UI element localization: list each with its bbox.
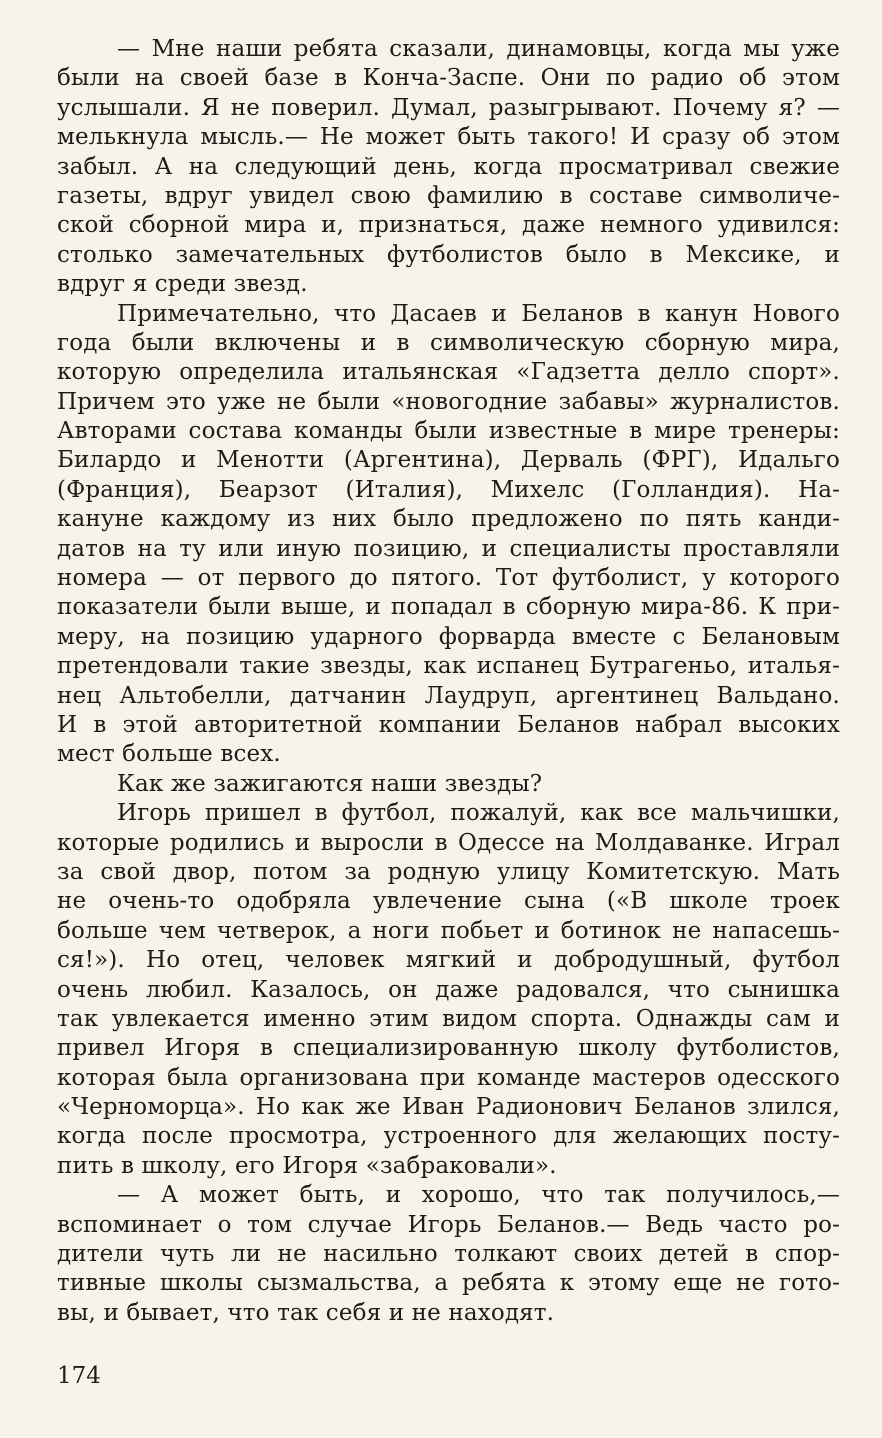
body-text — [57, 35, 840, 1328]
text-line: вдруг я среди звезд. — [57, 271, 308, 298]
text-line: дители чуть ли не насильно толкают своих детей в спор- — [57, 1241, 840, 1268]
text-line: вспоминает о том случае Игорь Беланов.— Ведь часто ро- — [57, 1211, 840, 1238]
text-line: — А может быть, и хорошо, что так получилось,— — [117, 1182, 840, 1209]
text-line: забыл. А на следующий день, когда просматривал свежие — [57, 153, 840, 180]
text-line: кануне каждому из них было предложено по пять канди- — [57, 506, 840, 533]
text-line: которую определила итальянская «Гадзетта делло спорт». — [57, 359, 840, 386]
text-line: показатели были выше, и попадал в сборную мира-86. К при- — [57, 594, 840, 621]
text-line: Как же зажигаются наши звезды? — [117, 770, 543, 797]
text-line: Билардо и Менотти (Аргентина), Дерваль (ФРГ), Идальго — [57, 447, 840, 474]
text-line: Примечательно, что Дасаев и Беланов в канун Нового — [117, 300, 840, 327]
text-line: когда после просмотра, устроенного для желающих посту- — [57, 1123, 840, 1150]
text-line: ся!»). Но отец, человек мягкий и добродушный, футбол — [57, 947, 840, 974]
text-line: услышали. Я не поверил. Думал, разыгрывают. Почему я? — — [57, 94, 840, 121]
text-line: больше чем четверок, а ноги побьет и ботинок не напасешь- — [57, 917, 840, 944]
text-line: Игорь пришел в футбол, пожалуй, как все мальчишки, — [117, 800, 840, 827]
text-line: очень любил. Казалось, он даже радовался, что сынишка — [57, 976, 840, 1003]
text-line: пить в школу, его Игоря «забраковали». — [57, 1152, 557, 1179]
page-number: 174 — [57, 1363, 101, 1389]
text-line: мест больше всех. — [57, 741, 281, 768]
text-line: тивные школы сызмальства, а ребята к этому еще не гото- — [57, 1270, 840, 1297]
text-line: были на своей базе в Конча-Заспе. Они по радио об этом — [57, 65, 840, 92]
text-line: которые родились и выросли в Одессе на Молдаванке. Играл — [57, 829, 840, 856]
text-line: И в этой авторитетной компании Беланов набрал высоких — [57, 711, 840, 738]
text-line: Авторами состава команды были известные в мире тренеры: — [57, 418, 840, 445]
text-line: газеты, вдруг увидел свою фамилию в составе символиче- — [57, 182, 840, 209]
text-line: вы, и бывает, что так себя и не находят. — [57, 1299, 555, 1326]
text-line: номера — от первого до пятого. Тот футболист, у которого — [57, 565, 840, 592]
text-line: — Мне наши ребята сказали, динамовцы, когда мы уже — [117, 36, 840, 62]
text-line: меру, на позицию ударного форварда вместе с Белановым — [57, 623, 840, 650]
text-line: ской сборной мира и, признаться, даже немного удивился: — [57, 212, 840, 239]
text-line: не очень-то одобряла увлечение сына («В школе троек — [57, 888, 840, 915]
text-line: датов на ту или иную позицию, и специалисты проставляли — [57, 535, 840, 562]
text-line: претендовали такие звезды, как испанец Бутрагеньо, италья- — [57, 653, 840, 680]
text-line: (Франция), Беарзот (Италия), Михелс (Голландия). На- — [57, 476, 840, 503]
text-line: столько замечательных футболистов было в Мексике, и — [57, 241, 840, 268]
text-line: за свой двор, потом за родную улицу Комитетскую. Мать — [57, 858, 840, 885]
text-line: нец Альтобелли, датчанин Лаудруп, аргентинец Вальдано. — [57, 682, 840, 709]
text-line: которая была организована при команде мастеров одесского — [57, 1064, 840, 1091]
text-line: привел Игоря в специализированную школу футболистов, — [57, 1035, 840, 1062]
text-line: так увлекается именно этим видом спорта. Однажды сам и — [57, 1005, 840, 1032]
text-line: Причем это уже не были «новогодние забавы» журналистов. — [57, 388, 840, 415]
text-line: года были включены и в символическую сборную мира, — [57, 329, 840, 356]
text-line: мелькнула мысль.— Не может быть такого! И сразу об этом — [57, 124, 840, 151]
text-line: «Черноморца». Но как же Иван Радионович Беланов злился, — [57, 1094, 840, 1121]
